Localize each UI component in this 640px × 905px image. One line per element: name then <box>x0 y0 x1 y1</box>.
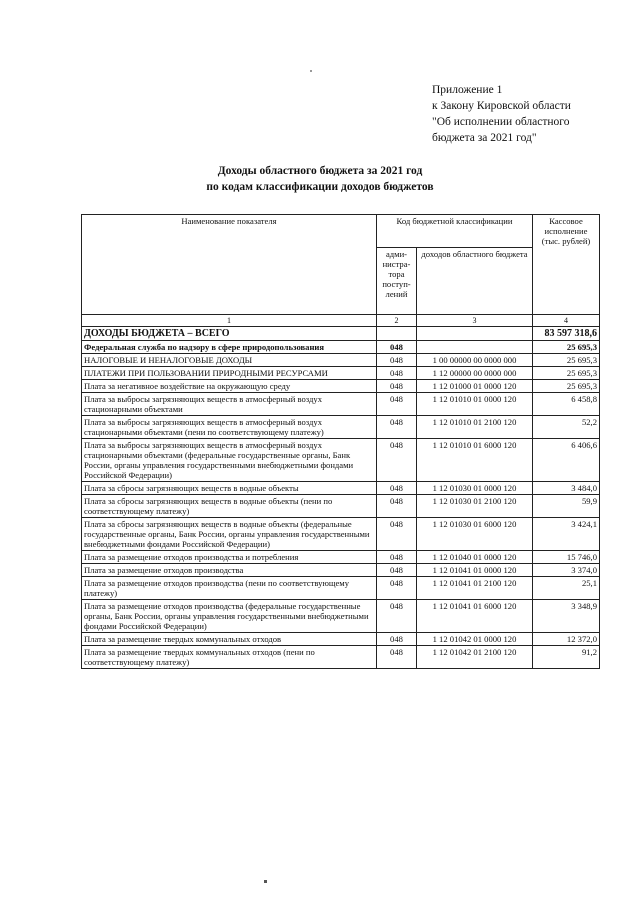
row-name: НАЛОГОВЫЕ И НЕНАЛОГОВЫЕ ДОХОДЫ <box>82 354 377 367</box>
row-amount: 59,9 <box>533 495 600 518</box>
row-admin-code: 048 <box>377 393 417 416</box>
title-line: по кодам классификации доходов бюджетов <box>206 181 434 193</box>
appendix-line: Приложение 1 <box>432 84 503 96</box>
row-admin-code: 048 <box>377 551 417 564</box>
table-row <box>82 354 600 367</box>
appendix-line: "Об исполнении областного <box>432 116 570 128</box>
row-name: Плата за сбросы загрязняющих веществ в водные объекты (пени по соответствующему платежу) <box>82 495 377 518</box>
column-number: 3 <box>417 315 533 327</box>
row-income-code: 1 12 01010 01 6000 120 <box>417 439 533 482</box>
table-row <box>82 416 600 439</box>
row-amount: 3 348,9 <box>533 600 600 633</box>
scan-speck <box>310 70 312 72</box>
row-amount: 25 695,3 <box>533 380 600 393</box>
row-amount: 25 695,3 <box>533 341 600 354</box>
row-amount: 3 484,0 <box>533 482 600 495</box>
row-income-code: 1 12 01030 01 6000 120 <box>417 518 533 551</box>
table-row <box>82 482 600 495</box>
row-amount: 25 695,3 <box>533 354 600 367</box>
table-row <box>82 439 600 482</box>
row-amount: 25 695,3 <box>533 367 600 380</box>
row-name: Федеральная служба по надзору в сфере природопользования <box>82 341 377 354</box>
row-admin-code: 048 <box>377 518 417 551</box>
row-name: Плата за размещение твердых коммунальных отходов (пени по соответствующему платежу) <box>82 646 377 669</box>
row-admin-code: 048 <box>377 341 417 354</box>
row-name: Плата за сбросы загрязняющих веществ в водные объекты (федеральные государственные органы, Банк России, органы управления государственными внебюджетными фондами Российской Федерации) <box>82 518 377 551</box>
table-row <box>82 367 600 380</box>
header-admin: адми-нистра-тора поступ-лений <box>377 248 417 315</box>
row-amount: 52,2 <box>533 416 600 439</box>
row-name: Плата за негативное воздействие на окружающую среду <box>82 380 377 393</box>
row-amount: 6 406,6 <box>533 439 600 482</box>
row-admin-code: 048 <box>377 354 417 367</box>
row-name: Плата за размещение отходов производства <box>82 564 377 577</box>
row-admin-code: 048 <box>377 482 417 495</box>
table-header-row <box>82 215 600 248</box>
appendix-line: бюджета за 2021 год" <box>432 132 537 144</box>
table-row <box>82 633 600 646</box>
row-income-code: 1 12 01000 01 0000 120 <box>417 380 533 393</box>
row-name: Плата за размещение отходов производства и потребления <box>82 551 377 564</box>
row-name: Плата за сбросы загрязняющих веществ в водные объекты <box>82 482 377 495</box>
row-income-code: 1 12 01030 01 2100 120 <box>417 495 533 518</box>
row-income-code: 1 12 01041 01 0000 120 <box>417 564 533 577</box>
table-row <box>82 393 600 416</box>
row-admin-code: 048 <box>377 600 417 633</box>
title-line: Доходы областного бюджета за 2021 год <box>217 165 423 177</box>
row-amount: 15 746,0 <box>533 551 600 564</box>
row-amount: 91,2 <box>533 646 600 669</box>
row-name: Плата за размещение отходов производства (пени по соответствующему платежу) <box>82 577 377 600</box>
row-name: Плата за выбросы загрязняющих веществ в атмосферный воздух стационарными объектами (пени по соответствующему платежу) <box>82 416 377 439</box>
revenue-table <box>81 214 600 669</box>
row-admin-code: 048 <box>377 495 417 518</box>
row-income-code: 1 12 01042 01 2100 120 <box>417 646 533 669</box>
table-row <box>82 551 600 564</box>
row-income-code: 1 12 00000 00 0000 000 <box>417 367 533 380</box>
appendix-note <box>432 82 632 146</box>
table-row <box>82 518 600 551</box>
scan-speck <box>264 880 267 883</box>
row-name: ДОХОДЫ БЮДЖЕТА – ВСЕГО <box>82 327 377 341</box>
row-income-code: 1 12 01042 01 0000 120 <box>417 633 533 646</box>
row-amount: 6 458,8 <box>533 393 600 416</box>
row-name: Плата за выбросы загрязняющих веществ в атмосферный воздух стационарными объектами (федеральные государственные органы, Банк России, органы управления государственными внебюджетными фондами Российской Федерации) <box>82 439 377 482</box>
row-admin-code: 048 <box>377 380 417 393</box>
row-name: ПЛАТЕЖИ ПРИ ПОЛЬЗОВАНИИ ПРИРОДНЫМИ РЕСУРСАМИ <box>82 367 377 380</box>
row-income-code <box>417 327 533 341</box>
document-title <box>0 163 640 195</box>
row-name: Плата за размещение твердых коммунальных отходов <box>82 633 377 646</box>
header-income: доходов областного бюджета <box>417 248 533 315</box>
column-number: 2 <box>377 315 417 327</box>
row-name: Плата за размещение отходов производства (федеральные государственные органы, Банк России, органы управления государственными внебюджетными фондами Российской Федерации) <box>82 600 377 633</box>
column-number-row <box>82 315 600 327</box>
row-admin-code: 048 <box>377 439 417 482</box>
row-amount: 83 597 318,6 <box>533 327 600 341</box>
appendix-line: к Закону Кировской области <box>432 100 571 112</box>
header-code-group: Код бюджетной классификации <box>377 215 533 248</box>
table-row <box>82 341 600 354</box>
column-number: 1 <box>82 315 377 327</box>
row-income-code: 1 12 01010 01 2100 120 <box>417 416 533 439</box>
table-row <box>82 577 600 600</box>
row-admin-code: 048 <box>377 646 417 669</box>
table-row <box>82 380 600 393</box>
header-amount: Кассовое исполнение (тыс. рублей) <box>533 215 600 315</box>
row-admin-code: 048 <box>377 577 417 600</box>
row-admin-code: 048 <box>377 633 417 646</box>
row-admin-code <box>377 327 417 341</box>
row-amount: 3 374,0 <box>533 564 600 577</box>
row-income-code: 1 12 01041 01 6000 120 <box>417 600 533 633</box>
row-income-code <box>417 341 533 354</box>
row-income-code: 1 12 01041 01 2100 120 <box>417 577 533 600</box>
row-income-code: 1 12 01040 01 0000 120 <box>417 551 533 564</box>
row-amount: 25,1 <box>533 577 600 600</box>
row-admin-code: 048 <box>377 564 417 577</box>
row-admin-code: 048 <box>377 367 417 380</box>
row-amount: 12 372,0 <box>533 633 600 646</box>
column-number: 4 <box>533 315 600 327</box>
table-row <box>82 495 600 518</box>
table-row <box>82 327 600 341</box>
table-row <box>82 564 600 577</box>
table-row <box>82 646 600 669</box>
header-name: Наименование показателя <box>82 215 377 315</box>
table-row <box>82 600 600 633</box>
row-income-code: 1 12 01030 01 0000 120 <box>417 482 533 495</box>
row-name: Плата за выбросы загрязняющих веществ в атмосферный воздух стационарными объектами <box>82 393 377 416</box>
row-income-code: 1 12 01010 01 0000 120 <box>417 393 533 416</box>
row-income-code: 1 00 00000 00 0000 000 <box>417 354 533 367</box>
row-amount: 3 424,1 <box>533 518 600 551</box>
row-admin-code: 048 <box>377 416 417 439</box>
